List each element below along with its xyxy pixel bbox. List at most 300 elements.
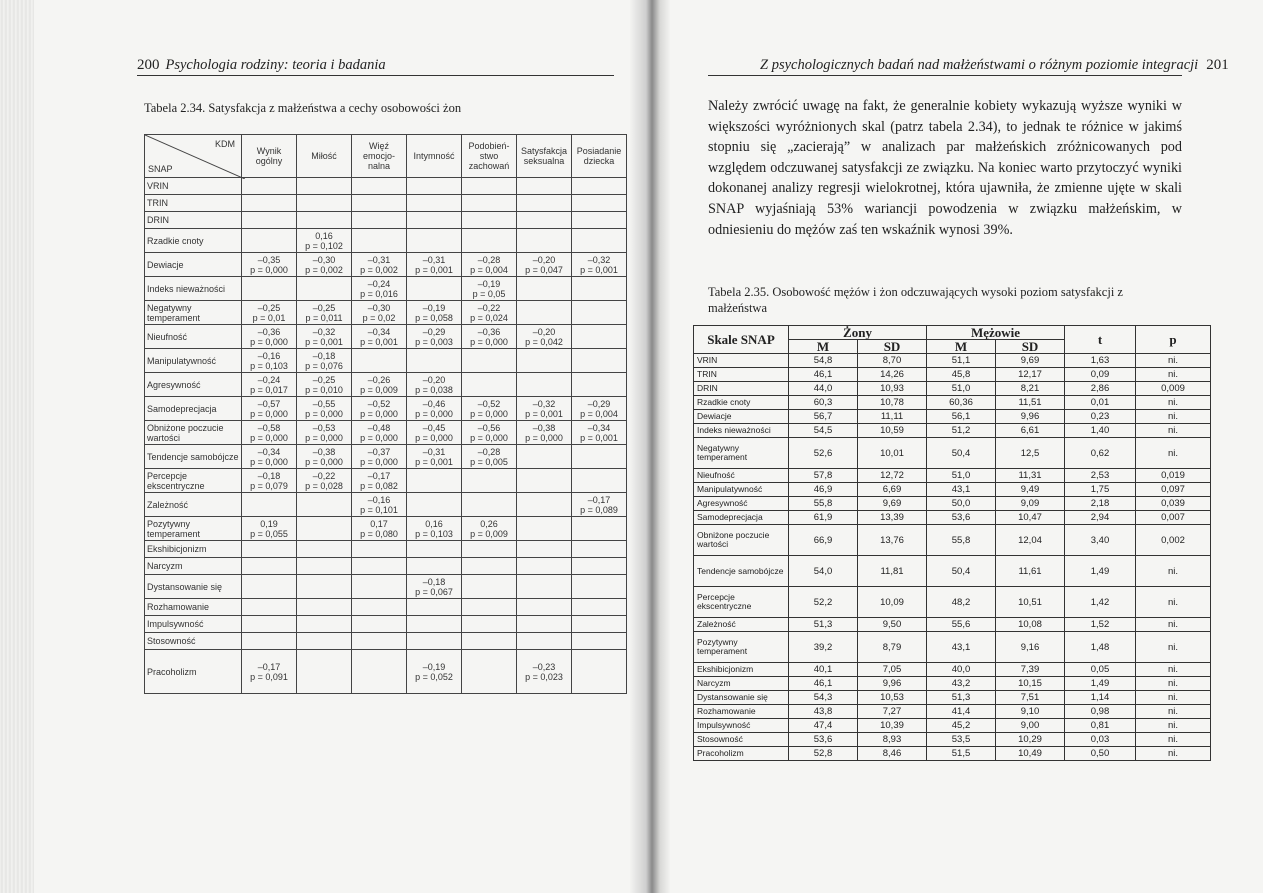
table-cell: 0,002 (1136, 525, 1211, 556)
table-cell: 54,0 (789, 556, 858, 587)
table-cell (352, 633, 407, 650)
table-cell (517, 599, 572, 616)
table-cell (242, 650, 297, 694)
table-cell (407, 325, 462, 349)
table-row (145, 373, 627, 397)
table-row (694, 733, 1211, 747)
cell-coefficient: –0,52 (367, 398, 391, 409)
row-label: Nieufność (694, 469, 789, 483)
table-cell (407, 195, 462, 212)
row-label: Dewiacje (145, 253, 242, 277)
table-cell: ni. (1136, 663, 1211, 677)
table-cell: 46,1 (789, 368, 858, 382)
cell-p-value: p = 0,000 (250, 264, 288, 275)
table-cell: ni. (1136, 396, 1211, 410)
table-row (145, 229, 627, 253)
table-cell (407, 397, 462, 421)
row-label: Indeks nieważności (145, 277, 242, 301)
table-cell (517, 469, 572, 493)
table-cell: 0,009 (1136, 382, 1211, 396)
row-label: Rzadkie cnoty (145, 229, 242, 253)
row-label: Samodeprecjacja (145, 397, 242, 421)
cell-coefficient: –0,34 (587, 422, 611, 433)
table-row (694, 632, 1211, 663)
table-cell: 54,3 (789, 691, 858, 705)
cell-p-value: p = 0,000 (250, 432, 288, 443)
table-cell: 51,1 (927, 354, 996, 368)
cell-coefficient: –0,32 (532, 398, 556, 409)
cell-p-value: p = 0,004 (580, 408, 618, 419)
table-cell (462, 558, 517, 575)
table-cell (242, 253, 297, 277)
cell-coefficient: –0,31 (367, 254, 391, 265)
table-cell (407, 229, 462, 253)
cell-coefficient: –0,32 (312, 326, 336, 337)
table-cell: 54,8 (789, 354, 858, 368)
left-page-number: 200 (137, 57, 160, 73)
table-cell (572, 373, 627, 397)
row-label: Narcyzm (145, 558, 242, 575)
row-label: Obniżone poczucie wartości (145, 421, 242, 445)
table-row (694, 497, 1211, 511)
cell-coefficient: –0,19 (422, 661, 446, 672)
table-cell (572, 558, 627, 575)
table-cell (297, 421, 352, 445)
table-cell: 0,81 (1065, 719, 1136, 733)
row-label: Impulsywność (694, 719, 789, 733)
table-cell: 0,09 (1065, 368, 1136, 382)
table-cell: 55,8 (789, 497, 858, 511)
table-cell: 10,51 (996, 587, 1065, 618)
cell-p-value: p = 0,001 (415, 264, 453, 275)
table-cell (572, 421, 627, 445)
cell-p-value: p = 0,058 (415, 312, 453, 323)
table-cell (407, 421, 462, 445)
table-cell (242, 493, 297, 517)
row-label: Narcyzm (694, 677, 789, 691)
table-234-corner (145, 135, 242, 178)
table-cell: 7,27 (858, 705, 927, 719)
table-cell: 50,4 (927, 556, 996, 587)
table-cell (297, 277, 352, 301)
table-cell: 10,09 (858, 587, 927, 618)
cell-coefficient: –0,45 (422, 422, 446, 433)
table-cell: 9,96 (996, 410, 1065, 424)
row-label: DRIN (145, 212, 242, 229)
cell-coefficient: –0,18 (257, 470, 281, 481)
right-header-rule (708, 75, 1182, 76)
table-cell: 10,59 (858, 424, 927, 438)
table-row (694, 396, 1211, 410)
row-label: Rzadkie cnoty (694, 396, 789, 410)
table-cell: 60,3 (789, 396, 858, 410)
table-cell (352, 599, 407, 616)
cell-p-value: p = 0,010 (305, 384, 343, 395)
row-label: Rozhamowanie (694, 705, 789, 719)
table-cell: 3,40 (1065, 525, 1136, 556)
table-cell: 48,2 (927, 587, 996, 618)
table-cell: 0,019 (1136, 469, 1211, 483)
table-cell: 11,11 (858, 410, 927, 424)
cell-p-value: p = 0,101 (360, 504, 398, 515)
table-row (694, 663, 1211, 677)
table-cell (242, 421, 297, 445)
table-cell (517, 212, 572, 229)
cell-p-value: p = 0,000 (360, 408, 398, 419)
col-header: Wynik ogólny (242, 135, 297, 178)
table-cell: 8,93 (858, 733, 927, 747)
table-cell: 12,72 (858, 469, 927, 483)
table-cell (242, 229, 297, 253)
table-cell: 7,39 (996, 663, 1065, 677)
table-cell: 1,52 (1065, 618, 1136, 632)
table-cell (242, 517, 297, 541)
table-cell: 43,1 (927, 632, 996, 663)
table-cell (242, 397, 297, 421)
cell-coefficient: –0,18 (312, 350, 336, 361)
table-cell (462, 349, 517, 373)
table-cell (572, 633, 627, 650)
cell-p-value: p = 0,024 (470, 312, 508, 323)
table-cell (572, 349, 627, 373)
cell-coefficient: –0,29 (422, 326, 446, 337)
table-cell: ni. (1136, 354, 1211, 368)
table-cell (352, 253, 407, 277)
left-header-rule (137, 75, 614, 76)
table-cell: ni. (1136, 587, 1211, 618)
table-cell (517, 325, 572, 349)
table-cell: 8,70 (858, 354, 927, 368)
table-cell: ni. (1136, 368, 1211, 382)
cell-p-value: p = 0,079 (250, 480, 288, 491)
row-label: Ekshibicjonizm (694, 663, 789, 677)
table-row (145, 178, 627, 195)
table-cell (462, 650, 517, 694)
table-cell (352, 421, 407, 445)
table-cell (297, 616, 352, 633)
table-cell (407, 633, 462, 650)
table-cell (242, 445, 297, 469)
table-cell: 53,6 (789, 733, 858, 747)
cell-coefficient: –0,17 (257, 661, 281, 672)
table-cell: 51,0 (927, 382, 996, 396)
table-cell: 10,29 (996, 733, 1065, 747)
table-cell (352, 212, 407, 229)
cell-p-value: p = 0,000 (415, 432, 453, 443)
table-cell: 12,17 (996, 368, 1065, 382)
cell-p-value: p = 0,000 (360, 432, 398, 443)
table-row (145, 349, 627, 373)
table-cell: 0,62 (1065, 438, 1136, 469)
cell-coefficient: –0,38 (532, 422, 556, 433)
cell-coefficient: –0,30 (367, 302, 391, 313)
table-cell (572, 195, 627, 212)
table-cell (352, 445, 407, 469)
table-cell (352, 469, 407, 493)
table-cell: 12,04 (996, 525, 1065, 556)
table-cell: 43,1 (927, 483, 996, 497)
cell-p-value: p = 0,001 (305, 336, 343, 347)
table-cell: 9,00 (996, 719, 1065, 733)
cell-p-value: p = 0,001 (415, 456, 453, 467)
row-label: Pracoholizm (145, 650, 242, 694)
table-cell (517, 616, 572, 633)
table-cell (242, 277, 297, 301)
table-cell: 0,039 (1136, 497, 1211, 511)
table-cell: ni. (1136, 747, 1211, 761)
table-row (694, 705, 1211, 719)
row-label: Ekshibicjonizm (145, 541, 242, 558)
table-cell (297, 229, 352, 253)
table-234-header-row (145, 135, 627, 178)
cell-coefficient: –0,36 (477, 326, 501, 337)
table-cell (297, 541, 352, 558)
table-row (694, 587, 1211, 618)
table-cell (517, 493, 572, 517)
table-cell (572, 445, 627, 469)
table-cell: ni. (1136, 705, 1211, 719)
table-cell (462, 445, 517, 469)
table-row (145, 301, 627, 325)
table-cell (462, 493, 517, 517)
table-cell: 55,6 (927, 618, 996, 632)
table-cell (297, 558, 352, 575)
row-label: Negatywny temperament (694, 438, 789, 469)
cell-coefficient: –0,20 (532, 326, 556, 337)
table-cell (462, 397, 517, 421)
cell-coefficient: 0,26 (480, 518, 498, 529)
table-row (694, 469, 1211, 483)
table-cell: 0,50 (1065, 747, 1136, 761)
cell-p-value: p = 0,001 (525, 408, 563, 419)
table-cell: 43,8 (789, 705, 858, 719)
col-header-husbands-sd: SD (996, 340, 1065, 354)
row-label: DRIN (694, 382, 789, 396)
table-cell: 39,2 (789, 632, 858, 663)
cell-p-value: p = 0,000 (415, 408, 453, 419)
cell-p-value: p = 0,000 (470, 336, 508, 347)
right-running-title: Z psychologicznych badań nad małżeństwami o różnym poziomie integracji (760, 57, 1199, 73)
table-cell: 57,8 (789, 469, 858, 483)
table-row (145, 493, 627, 517)
table-cell: 2,53 (1065, 469, 1136, 483)
row-label: Dewiacje (694, 410, 789, 424)
table-cell (407, 575, 462, 599)
row-label: Stosowność (694, 733, 789, 747)
table-row (145, 325, 627, 349)
row-label: VRIN (694, 354, 789, 368)
table-cell (462, 599, 517, 616)
row-label: Agresywność (145, 373, 242, 397)
cell-coefficient: –0,31 (422, 254, 446, 265)
table-row (694, 525, 1211, 556)
table-cell: 0,097 (1136, 483, 1211, 497)
cell-coefficient: –0,20 (532, 254, 556, 265)
cell-coefficient: –0,58 (257, 422, 281, 433)
table-cell (297, 650, 352, 694)
row-label: TRIN (694, 368, 789, 382)
cell-p-value: p = 0,016 (360, 288, 398, 299)
cell-coefficient: –0,20 (422, 374, 446, 385)
table-cell (517, 650, 572, 694)
table-cell: 9,96 (858, 677, 927, 691)
row-label: Percepcje ekscentryczne (694, 587, 789, 618)
table-row (145, 616, 627, 633)
cell-coefficient: –0,16 (257, 350, 281, 361)
table-cell (462, 373, 517, 397)
table-cell (572, 575, 627, 599)
table-cell: ni. (1136, 733, 1211, 747)
table-cell (242, 558, 297, 575)
corner-kdm: KDM (215, 139, 235, 149)
table-cell: ni. (1136, 677, 1211, 691)
table-cell: 46,1 (789, 677, 858, 691)
row-label: Dystansowanie się (694, 691, 789, 705)
cell-p-value: p = 0,000 (470, 432, 508, 443)
table-cell: 56,7 (789, 410, 858, 424)
col-header-t: t (1065, 326, 1136, 354)
table-cell (517, 277, 572, 301)
table-cell: 8,46 (858, 747, 927, 761)
table-cell (352, 277, 407, 301)
table-row (694, 677, 1211, 691)
table-cell (462, 229, 517, 253)
table-row (145, 445, 627, 469)
table-cell: 10,93 (858, 382, 927, 396)
table-cell (352, 616, 407, 633)
table-row (145, 277, 627, 301)
table-cell: 46,9 (789, 483, 858, 497)
table-cell: ni. (1136, 410, 1211, 424)
table-row (145, 599, 627, 616)
table-row (694, 382, 1211, 396)
table-cell (517, 421, 572, 445)
table-cell (462, 178, 517, 195)
corner-snap: SNAP (148, 164, 173, 174)
table-cell (517, 445, 572, 469)
table-cell (462, 212, 517, 229)
table-cell (352, 558, 407, 575)
row-label: Dystansowanie się (145, 575, 242, 599)
cell-p-value: p = 0,003 (415, 336, 453, 347)
table-cell (297, 397, 352, 421)
cell-p-value: p = 0,000 (360, 456, 398, 467)
table-cell (297, 301, 352, 325)
book-gutter (630, 0, 670, 893)
table-cell (297, 493, 352, 517)
table-row (694, 719, 1211, 733)
table-row (145, 650, 627, 694)
table-row (145, 397, 627, 421)
table-cell (242, 541, 297, 558)
cell-coefficient: –0,19 (477, 278, 501, 289)
row-label: Pracoholizm (694, 747, 789, 761)
table-cell: 61,9 (789, 511, 858, 525)
table-cell: 10,01 (858, 438, 927, 469)
cell-p-value: p = 0,080 (360, 528, 398, 539)
table-cell (462, 325, 517, 349)
cell-p-value: p = 0,076 (305, 360, 343, 371)
table-cell: 10,15 (996, 677, 1065, 691)
cell-p-value: p = 0,023 (525, 671, 563, 682)
cell-coefficient: –0,26 (367, 374, 391, 385)
table-cell: 9,69 (858, 497, 927, 511)
table-cell: 1,75 (1065, 483, 1136, 497)
table-cell (462, 633, 517, 650)
table-cell: 11,51 (996, 396, 1065, 410)
cell-p-value: p = 0,004 (470, 264, 508, 275)
table-cell: 10,53 (858, 691, 927, 705)
table-cell: 51,3 (789, 618, 858, 632)
col-header-wives-sd: SD (858, 340, 927, 354)
table-cell: 51,0 (927, 469, 996, 483)
table-cell (297, 575, 352, 599)
cell-coefficient: 0,16 (315, 230, 333, 241)
table-cell (517, 229, 572, 253)
row-label: Nieufność (145, 325, 242, 349)
table-cell: 0,05 (1065, 663, 1136, 677)
table-cell (352, 229, 407, 253)
table-row (694, 424, 1211, 438)
row-label: Obniżone poczucie wartości (694, 525, 789, 556)
cell-coefficient: –0,57 (257, 398, 281, 409)
table-cell: 1,48 (1065, 632, 1136, 663)
table-cell (242, 325, 297, 349)
col-header-husbands: Mężowie (927, 326, 1065, 340)
table-cell: 9,49 (996, 483, 1065, 497)
table-cell (242, 212, 297, 229)
cell-p-value: p = 0,000 (525, 432, 563, 443)
table-cell (572, 469, 627, 493)
table-cell: 9,09 (996, 497, 1065, 511)
table-cell: 60,36 (927, 396, 996, 410)
right-page-number: 201 (1206, 57, 1229, 73)
table-cell (407, 541, 462, 558)
table-cell (462, 421, 517, 445)
table-cell: 9,16 (996, 632, 1065, 663)
cell-coefficient: –0,30 (312, 254, 336, 265)
table-cell: 7,05 (858, 663, 927, 677)
table-cell: 50,4 (927, 438, 996, 469)
col-header-scale: Skale SNAP (694, 326, 789, 354)
table-cell: ni. (1136, 632, 1211, 663)
table-cell (517, 301, 572, 325)
table-cell (462, 277, 517, 301)
table-cell (517, 397, 572, 421)
cell-p-value: p = 0,001 (580, 432, 618, 443)
table-cell (297, 445, 352, 469)
table-row (694, 747, 1211, 761)
cell-p-value: p = 0,005 (470, 456, 508, 467)
cell-p-value: p = 0,103 (250, 360, 288, 371)
cell-coefficient: 0,17 (370, 518, 388, 529)
table-cell: 2,86 (1065, 382, 1136, 396)
col-header-wives-m: M (789, 340, 858, 354)
table-cell (352, 493, 407, 517)
cell-coefficient: –0,34 (257, 446, 281, 457)
table-row (694, 556, 1211, 587)
table-cell (572, 212, 627, 229)
table-cell (297, 633, 352, 650)
table-cell (242, 633, 297, 650)
cell-coefficient: –0,28 (477, 446, 501, 457)
table-cell: 52,2 (789, 587, 858, 618)
cell-coefficient: –0,22 (312, 470, 336, 481)
table-cell (352, 575, 407, 599)
table-row (145, 541, 627, 558)
table-cell: 45,2 (927, 719, 996, 733)
row-label: Percepcje ekscentryczne (145, 469, 242, 493)
